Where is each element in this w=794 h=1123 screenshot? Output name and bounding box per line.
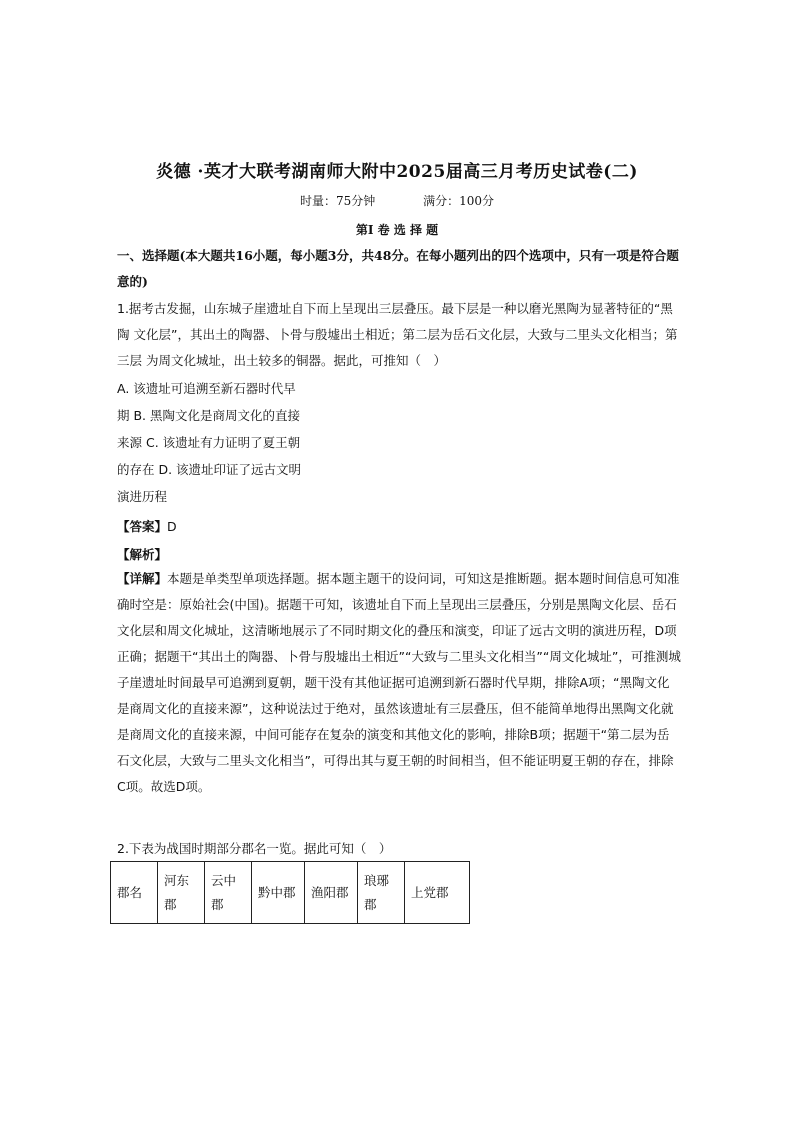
option-line: 来源 C. 该遗址有力证明了夏王朝 bbox=[117, 435, 301, 450]
table-cell: 上党郡 bbox=[405, 862, 470, 924]
question-1-stem: 1.据考古发掘，山东城子崖遗址自下而上呈现出三层叠压。最下层是一种以磨光黑陶为显著特征的“黑陶 文化层”，其出土的陶器、卜骨与殷墟出土相近；第二层为岳石文化层，大致与二里头文化相当；第三层 为周文化城址，出土较多的铜器。据此，可推知（ ） bbox=[117, 301, 678, 368]
option-line: A. 该遗址可追溯至新石器时代早 bbox=[117, 381, 296, 396]
answer-value: D bbox=[167, 519, 177, 534]
table-cell: 渔阳郡 bbox=[305, 862, 358, 924]
answer-label: 【答案】 bbox=[117, 519, 168, 534]
table-row bbox=[111, 862, 470, 924]
table-cell: 云中郡 bbox=[205, 862, 252, 924]
table-cell: 郡名 bbox=[111, 862, 158, 924]
instructions: 一、选择题(本大题共16小题，每小题3分，共48分。在每小题列出的四个选项中，只有一项是符合题意的) bbox=[117, 248, 679, 289]
table-cell: 琅琊郡 bbox=[358, 862, 405, 924]
commandery-table bbox=[110, 861, 470, 924]
exam-meta bbox=[0, 192, 794, 209]
option-line: 期 B. 黑陶文化是商周文化的直接 bbox=[117, 408, 300, 423]
question-1-options bbox=[117, 375, 417, 510]
option-line: 演进历程 bbox=[117, 489, 168, 504]
exam-title: 炎德 ·英才大联考湖南师大附中2025届高三月考历史试卷(二) bbox=[156, 162, 638, 182]
detail-label: 【详解】 bbox=[117, 571, 168, 586]
exam-score: 满分：100分 bbox=[423, 194, 494, 208]
question-1-detail bbox=[117, 566, 682, 800]
section-heading: 第I 卷 选 择 题 bbox=[355, 223, 439, 237]
table-cell: 河东郡 bbox=[158, 862, 205, 924]
analysis-line bbox=[117, 545, 167, 563]
answer-line bbox=[117, 517, 177, 535]
detail-text: 本题是单类型单项选择题。据本题主题干的设问词，可知这是推断题。据本题时间信息可知准确时空是：原始社会(中国)。据题干可知，该遗址自下而上呈现出三层叠压，分别是黑陶文化层、岳石文化层和周文化城址，这清晰地展示了不同时期文化的叠压和演变，印证了远古文明的演进历程，D项正确；据题干“其出土的陶器、卜骨与殷墟出土相近”“大致与二里头文化相当”“周文化城址”，可推测城子崖遗址时间最早可追溯到夏朝，题干没有其他证据可追溯到新石器时代早期，排除A项；“黑陶文化是商周文化的直接来源”，这种说法过于绝对，虽然该遗址有三层叠压，但不能简单地得出黑陶文化就是商周文化的直接来源，中间可能存在复杂的演变和其他文化的影响，排除B项；据题干“第二层为岳石文化层，大致与二里头文化相当”，可得出其与夏王朝的时间相当，但不能证明夏王朝的存在，排除C项。故选D项。 bbox=[117, 571, 681, 794]
table-cell: 黔中郡 bbox=[252, 862, 305, 924]
question-2-stem: 2.下表为战国时期部分郡名一览。据此可知（ ） bbox=[117, 841, 392, 856]
option-line: 的存在 D. 该遗址印证了远古文明 bbox=[117, 462, 302, 477]
analysis-label: 【解析】 bbox=[117, 547, 168, 562]
exam-time: 时量：75分钟 bbox=[299, 194, 376, 208]
